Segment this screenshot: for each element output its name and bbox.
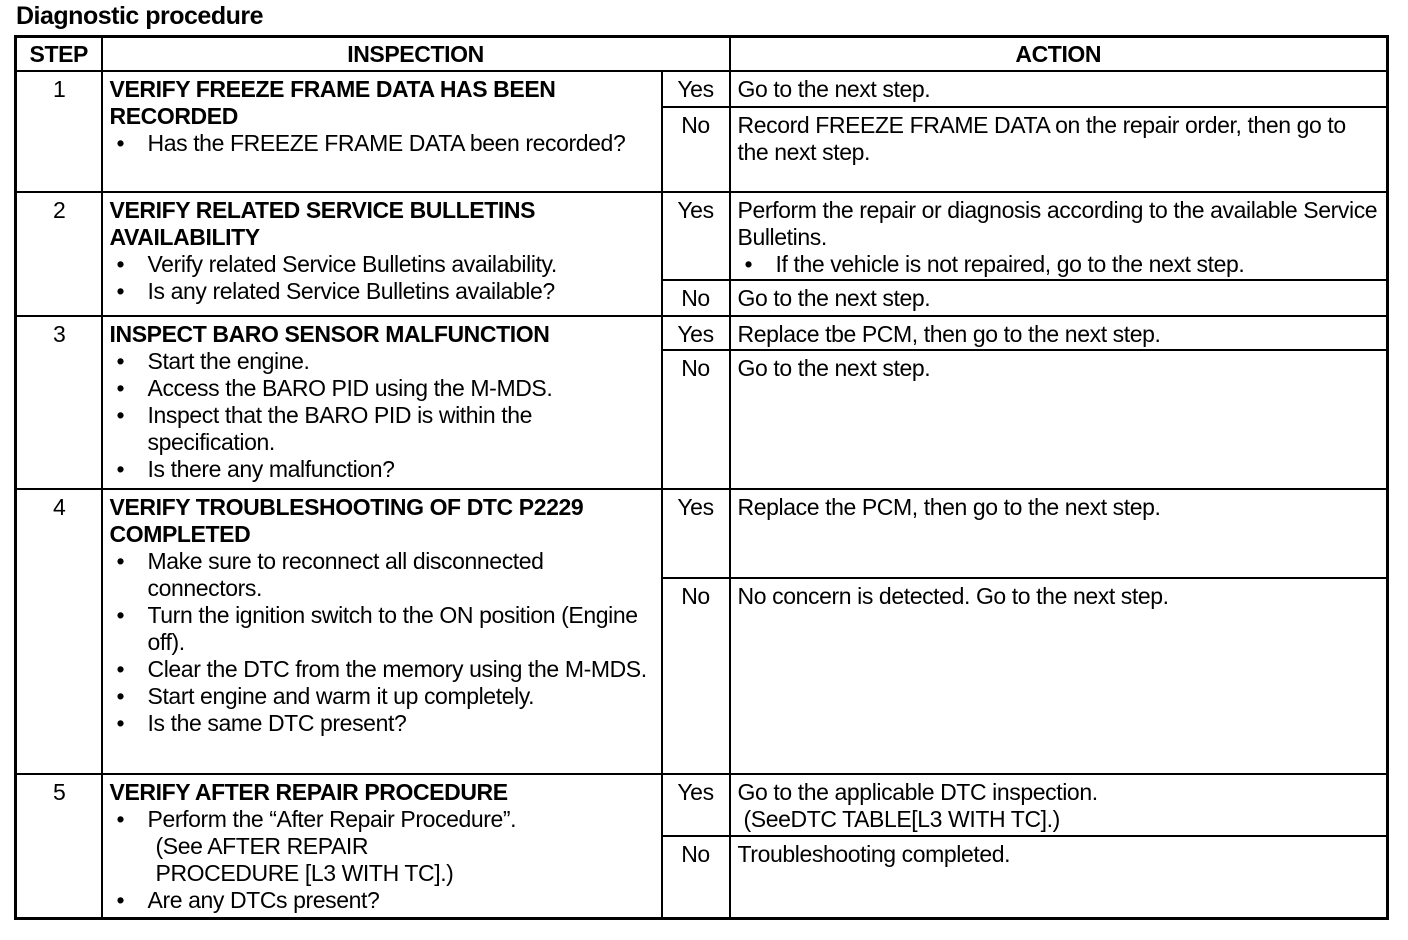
yes-action [730,192,1388,281]
no-label: No [662,280,730,315]
no-label: No [662,107,730,192]
list-item: • Has the FREEZE FRAME DATA been recorded? [148,130,655,157]
inspection-bullets [110,806,655,914]
inspection-heading: VERIFY FREEZE FRAME DATA HAS BEEN RECORDED [109,76,556,129]
table-row [16,774,1388,836]
no-label: No [662,350,730,489]
yes-action: Replace the PCM, then go to the next step. [730,489,1388,579]
inspection-cell [102,192,662,316]
no-label: No [662,578,730,773]
table-row [16,316,1388,350]
inspection-bullets [110,548,655,737]
inspection-cell [102,316,662,489]
inspection-cell [102,71,662,192]
no-action: Record FREEZE FRAME DATA on the repair order, then go to the next step. [730,107,1388,192]
step-number: 4 [16,489,102,774]
inspection-heading: VERIFY RELATED SERVICE BULLETINS AVAILABILITY [109,196,536,250]
header-step: STEP [16,37,102,72]
table-row [16,71,1388,107]
list-item: • Turn the ignition switch to the ON position (Engine off). [148,602,655,656]
inspection-bullets [110,348,655,483]
no-action: Troubleshooting completed. [730,836,1388,919]
yes-label: Yes [662,774,730,836]
inspection-heading: INSPECT BARO SENSOR MALFUNCTION [109,320,550,347]
page-title: Diagnostic procedure [16,2,263,30]
step-number: 3 [16,316,102,489]
yes-action: Go to the next step. [730,71,1388,107]
yes-label: Yes [662,316,730,350]
list-item: • Start the engine. [148,348,655,375]
diagnostic-table [14,35,1389,920]
list-item: • Verify related Service Bulletins availability. [148,251,655,278]
bullet-text: • Perform the “After Repair Procedure”. [147,805,517,832]
header-inspection: INSPECTION [102,37,730,72]
table-row [16,192,1388,281]
list-item: • Is the same DTC present? [148,710,655,737]
step-number: 1 [16,71,102,192]
action-bullets [738,251,1381,278]
list-item: • Is any related Service Bulletins available? [148,278,655,305]
yes-label: Yes [662,71,730,107]
action-text: Go to the applicable DTC inspection. [737,778,1098,805]
inspection-bullets [110,130,655,157]
inspection-bullets [110,251,655,305]
reference-note: (SeeDTC TABLE[L3 WITH TC].) [743,805,1060,832]
action-text: Perform the repair or diagnosis according to the available Service Bulletins. [737,196,1378,250]
inspection-heading: VERIFY TROUBLESHOOTING OF DTC P2229 COMPLETED [109,493,584,547]
list-item: • Make sure to reconnect all disconnected connectors. [148,548,655,602]
list-item: • Clear the DTC from the memory using the M-MDS. [148,656,655,683]
header-action: ACTION [730,37,1388,72]
list-item: • Start engine and warm it up completely. [148,683,655,710]
step-number: 2 [16,192,102,316]
list-item: • Access the BARO PID using the M-MDS. [148,375,655,402]
inspection-cell [102,489,662,774]
reference-note: (See AFTER REPAIR PROCEDURE [L3 WITH TC].) [155,832,454,886]
list-item: • Is there any malfunction? [148,456,655,483]
list-item: • Inspect that the BARO PID is within the specification. [148,402,655,456]
yes-label: Yes [662,489,730,579]
yes-action [730,774,1388,836]
no-action: Go to the next step. [730,350,1388,489]
yes-label: Yes [662,192,730,281]
no-label: No [662,836,730,919]
list-item [148,806,655,887]
yes-action: Replace tbe PCM, then go to the next step. [730,316,1388,350]
no-action: Go to the next step. [730,280,1388,315]
table-row [16,489,1388,579]
inspection-cell [102,774,662,919]
step-number: 5 [16,774,102,919]
no-action: No concern is detected. Go to the next step. [730,578,1388,773]
list-item: • If the vehicle is not repaired, go to the next step. [776,251,1381,278]
list-item: • Are any DTCs present? [148,887,655,914]
inspection-heading: VERIFY AFTER REPAIR PROCEDURE [109,778,508,805]
